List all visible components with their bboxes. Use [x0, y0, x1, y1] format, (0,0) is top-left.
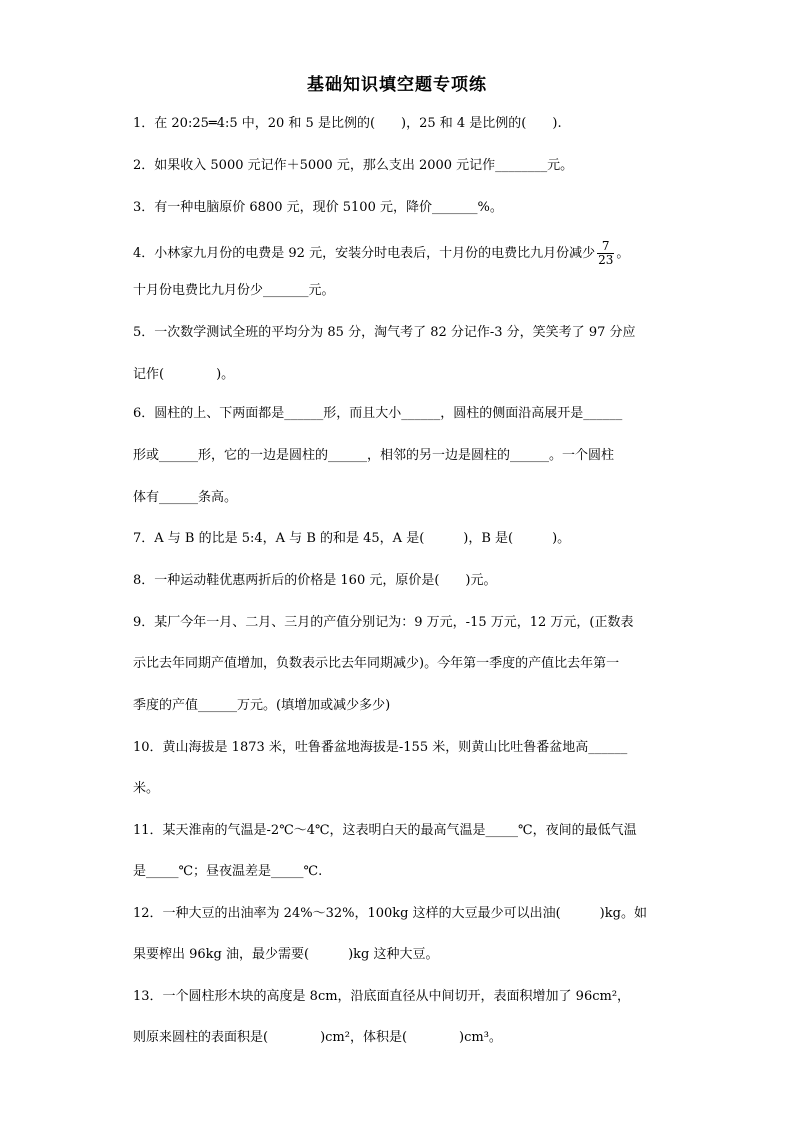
question-9-line-3: 季度的产值______万元。(填增加或减少多少): [133, 698, 391, 713]
question-8-line-1: 8．一种运动鞋优惠两折后的价格是 160 元，原价是( )元。: [133, 573, 497, 588]
question-6-line-1: 6．圆柱的上、下两面都是______形，而且大小______，圆柱的侧面沿高展开是______: [133, 406, 623, 421]
question-13-line-1: 13．一个圆柱形木块的高度是 8cm，沿底面直径从中间切开，表面积增加了 96cm²，: [133, 989, 631, 1004]
question-10-line-1: 10．黄山海拔是 1873 米，吐鲁番盆地海拔是-155 米，则黄山比吐鲁番盆地高______: [133, 740, 628, 755]
question-5-line-2: 记作( )。: [133, 367, 235, 382]
question-13-line-2: 则原来圆柱的表面积是( )cm²，体积是( )cm³。: [133, 1030, 502, 1045]
question-6-line-3: 体有______条高。: [133, 490, 238, 505]
question-2-line-1: 2．如果收入 5000 元记作＋5000 元，那么支出 2000 元记作________元。: [133, 158, 574, 173]
fraction-suffix: 。: [616, 246, 630, 261]
question-9-line-2: 示比去年同期产值增加，负数表示比去年同期减少)。今年第一季度的产值比去年第一: [133, 656, 620, 671]
question-4-line-1: [133, 240, 629, 267]
question-4-line-2: 十月份电费比九月份少_______元。: [133, 283, 335, 298]
question-12-line-2: 果要榨出 96kg 油，最少需要( )kg 这种大豆。: [133, 947, 439, 962]
question-9-line-1: 9．某厂今年一月、二月、三月的产值分别记为：9 万元，-15 万元，12 万元，(正数表: [133, 615, 634, 630]
fraction-denominator: 23: [598, 253, 614, 267]
fraction-numerator: 7: [597, 240, 614, 254]
question-3-line-1: 3．有一种电脑原价 6800 元，现价 5100 元，降价_______%。: [133, 200, 503, 215]
question-6-line-2: 形或______形，它的一边是圆柱的______，相邻的另一边是圆柱的______。一个圆柱: [133, 448, 615, 463]
question-11-line-1: 11．某天淮南的气温是-2℃～4℃，这表明白天的最高气温是_____℃，夜间的最低气温: [133, 823, 637, 838]
question-10-line-2: 米。: [133, 781, 160, 796]
fraction-7-23: [597, 240, 614, 267]
question-4-text: 4．小林家九月份的电费是 92 元，安装分时电表后，十月份的电费比九月份减少: [133, 246, 596, 261]
question-11-line-2: 是_____℃；昼夜温差是_____℃.: [133, 864, 323, 879]
question-1-line-1: 1．在 20:25═4:5 中，20 和 5 是比例的( )，25 和 4 是比例的( ).: [133, 116, 562, 131]
question-5-line-1: 5．一次数学测试全班的平均分为 85 分，淘气考了 82 分记作-3 分，笑笑考了 97 分应: [133, 325, 636, 340]
question-7-line-1: 7．A 与 B 的比是 5:4，A 与 B 的和是 45，A 是( )，B 是( )。: [133, 531, 571, 546]
question-12-line-1: 12．一种大豆的出油率为 24%～32%，100kg 这样的大豆最少可以出油( )kg。如: [133, 906, 647, 921]
page-title: 基础知识填空题专项练: [307, 75, 487, 95]
